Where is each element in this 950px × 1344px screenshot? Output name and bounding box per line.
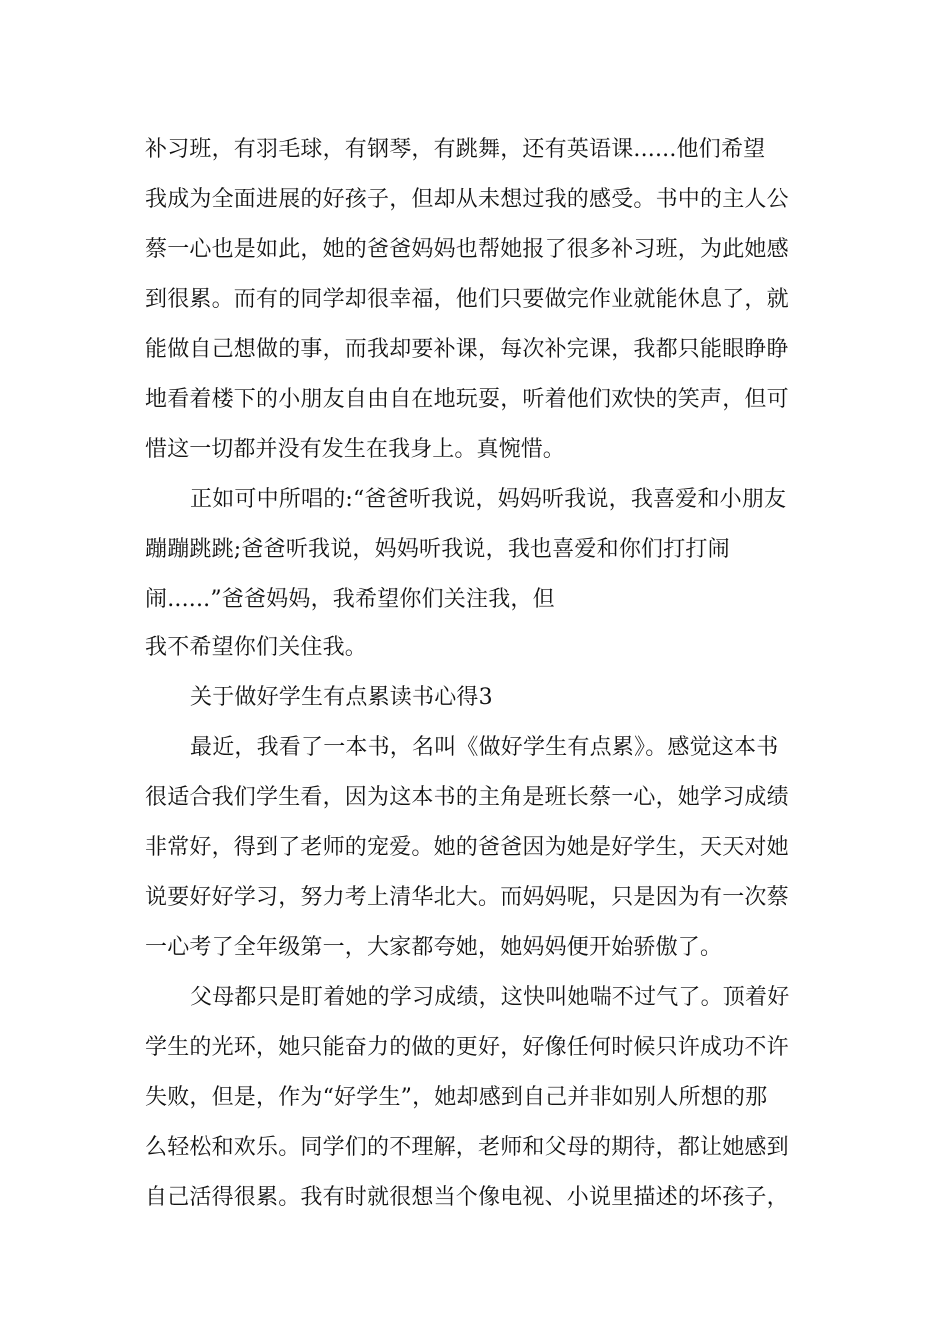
text-line: 惜这一切都并没有发生在我身上。真惋惜。 [145,437,565,462]
text-line: 地看着楼下的小朋友自由自在地玩耍，听着他们欢快的笑声，但可 [145,387,789,412]
section-title: 关于做好学生有点累读书心得3 [190,685,493,710]
text-line: 补习班，有羽毛球，有钢琴，有跳舞，还有英语课......他们希望 [145,137,766,162]
text-line: 最近，我看了一本书，名叫《做好学生有点累》。感觉这本书 [190,735,779,760]
text-line: 能做自己想做的事，而我却要补课，每次补完课，我都只能眼睁睁 [145,337,789,362]
text-line: 蹦蹦跳跳;爸爸听我说，妈妈听我说，我也喜爱和你们打打闹 [145,537,730,562]
text-line: 很适合我们学生看，因为这本书的主角是班长蔡一心，她学习成绩 [145,785,789,810]
text-line: 我不希望你们关住我。 [145,635,368,660]
text-line: 自己活得很累。我有时就很想当个像电视、小说里描述的坏孩子， [145,1185,789,1210]
text-line: 蔡一心也是如此，她的爸爸妈妈也帮她报了很多补习班，为此她感 [145,237,789,262]
text-line: 非常好，得到了老师的宠爱。她的爸爸因为她是好学生，天天对她 [145,835,789,860]
text-line: 说要好好学习，努力考上清华北大。而妈妈呢，只是因为有一次蔡 [145,885,789,910]
text-line: 我成为全面进展的好孩子，但却从未想过我的感受。书中的主人公 [145,187,789,212]
text-line: 闹......”爸爸妈妈，我希望你们关注我，但 [145,587,555,612]
text-line: 父母都只是盯着她的学习成绩，这快叫她喘不过气了。顶着好 [190,985,790,1010]
text-line: 失败，但是，作为“好学生”，她却感到自己并非如别人所想的那 [145,1085,768,1110]
text-line: 一心考了全年级第一，大家都夸她，她妈妈便开始骄傲了。 [145,935,723,960]
text-line: 学生的光环，她只能奋力的做的更好，好像任何时候只许成功不许 [145,1035,789,1060]
text-line: 到很累。而有的同学却很幸福，他们只要做完作业就能休息了，就 [145,287,789,312]
text-line: 么轻松和欢乐。同学们的不理解，老师和父母的期待，都让她感到 [145,1135,789,1160]
text-line: 正如可中所唱的:“爸爸听我说，妈妈听我说，我喜爱和小朋友 [190,487,787,512]
